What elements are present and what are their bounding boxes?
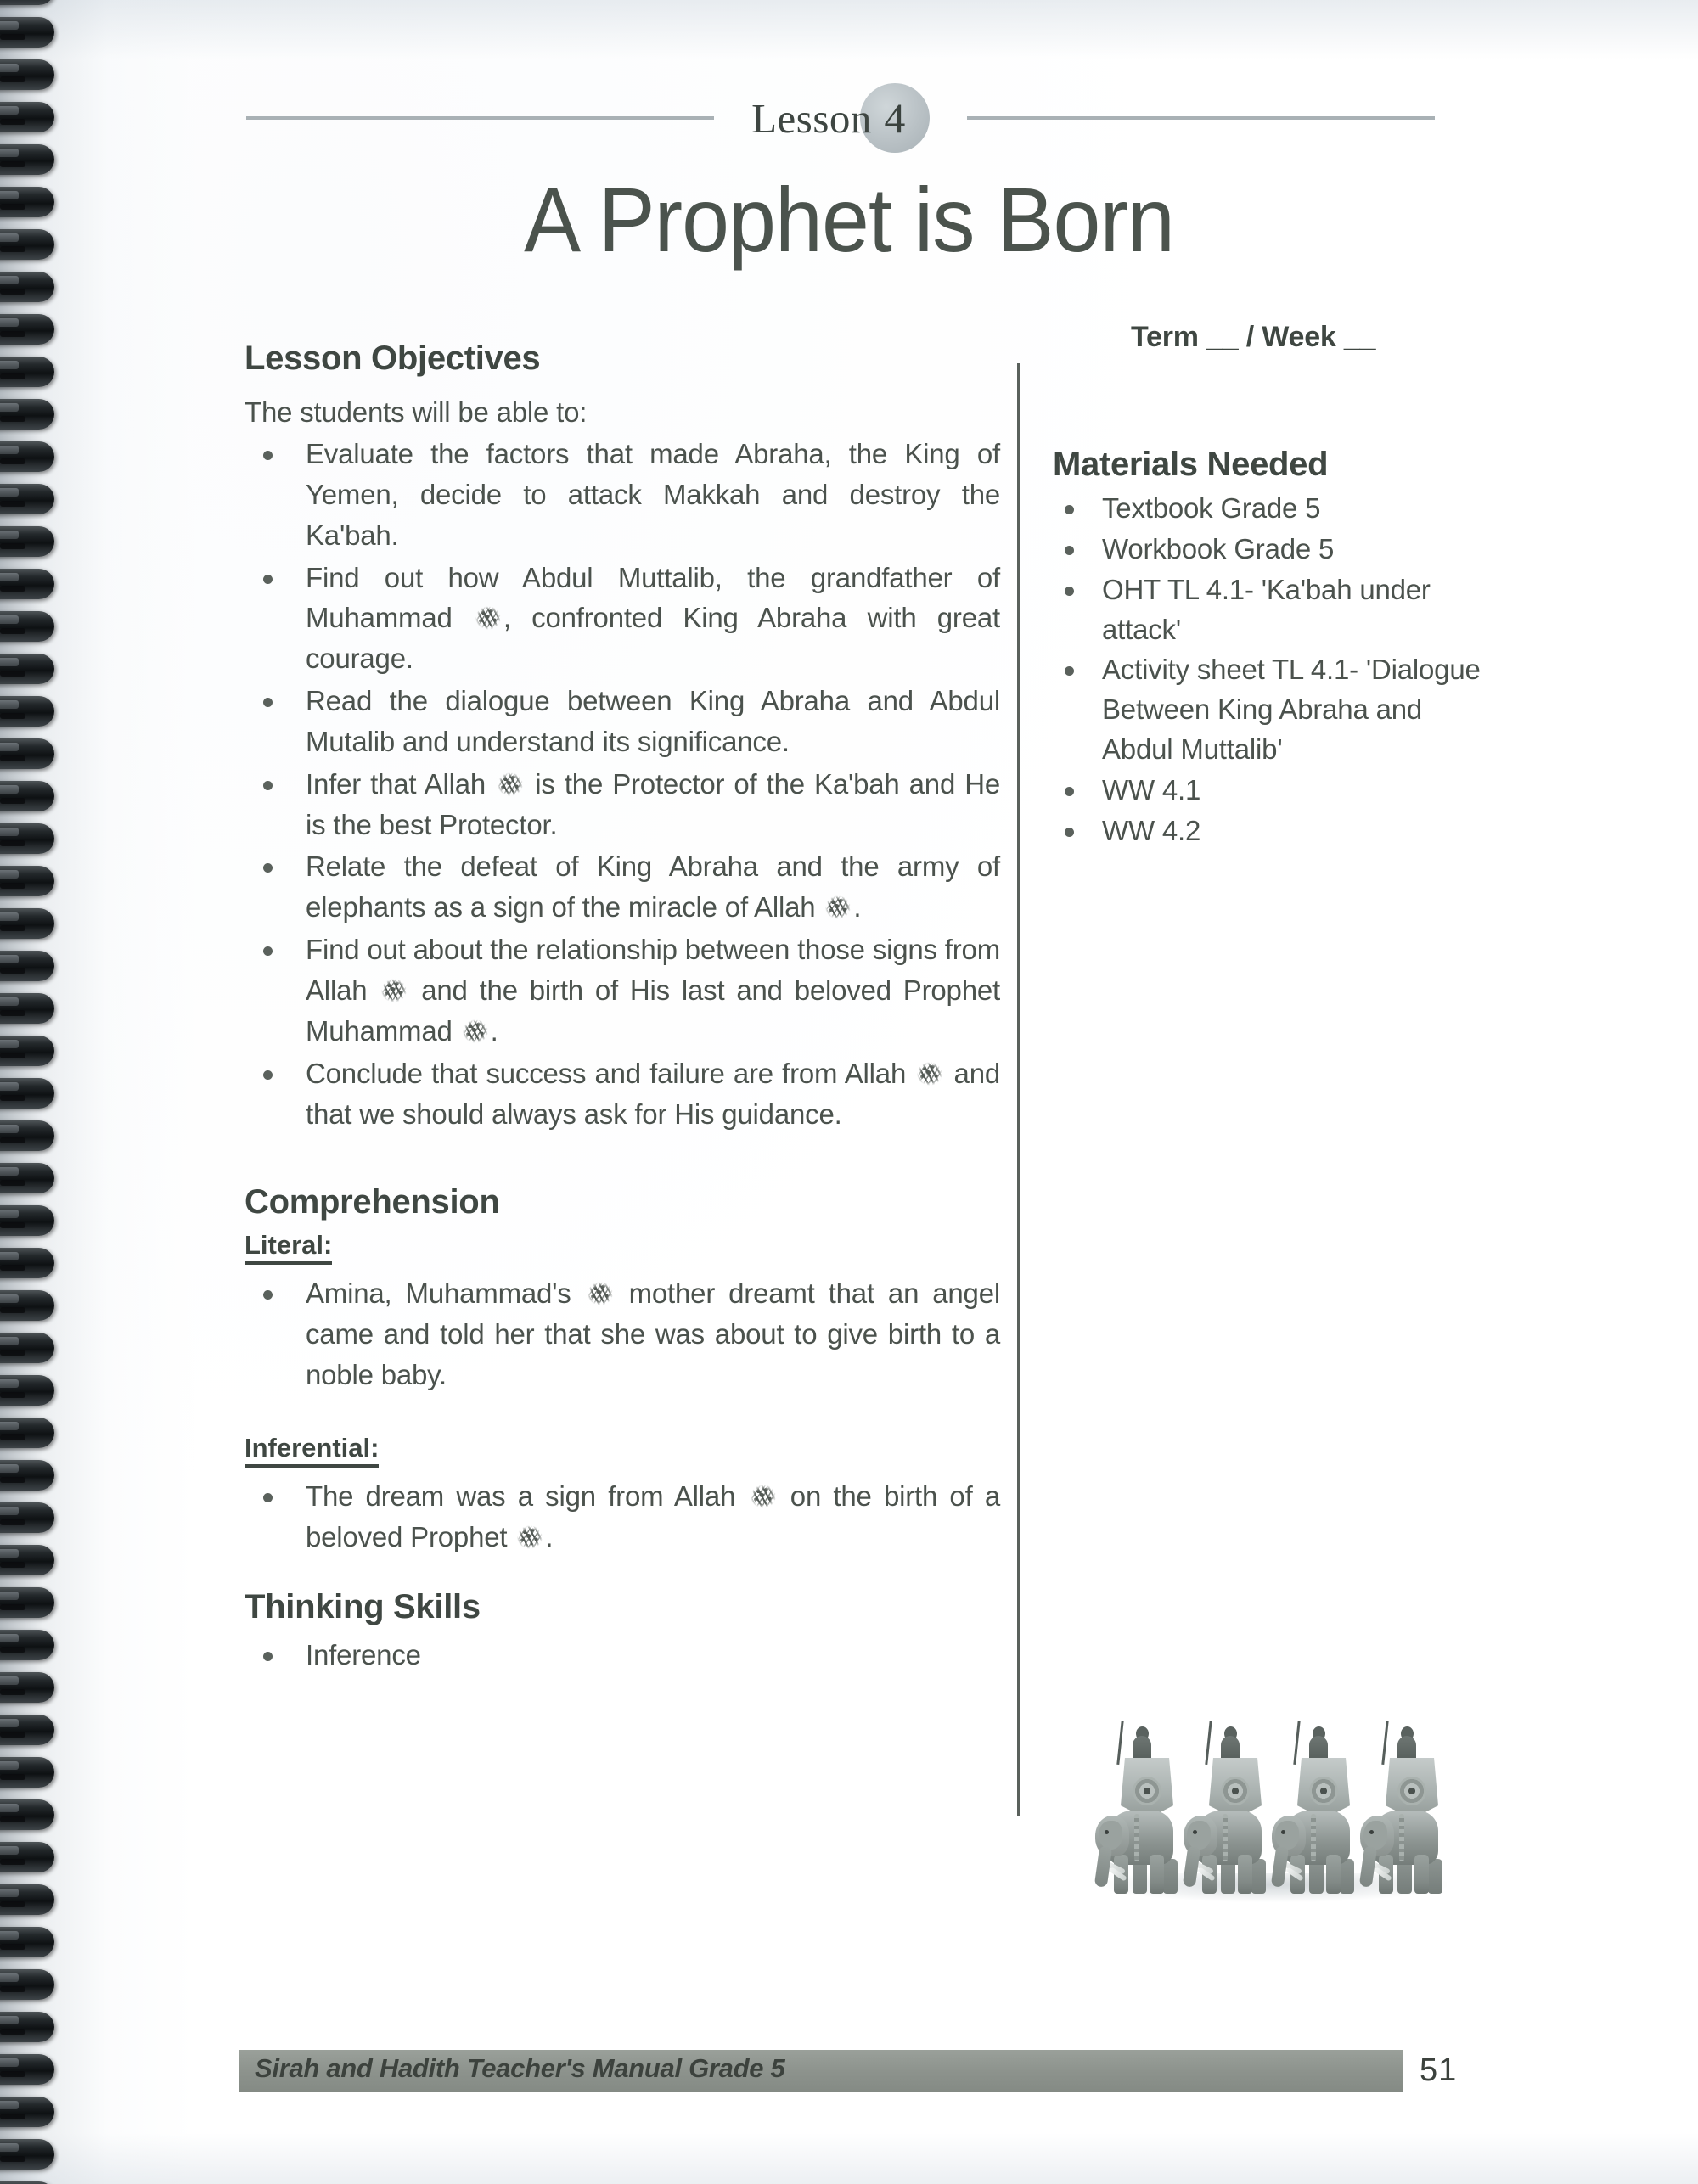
spacer [245,1559,1000,1588]
saddle-strap [1311,1814,1316,1861]
binding-ring [0,2054,54,2085]
header-rule-left [246,116,714,120]
materials-needed-list [1053,489,1494,851]
binding-ring [0,1036,54,1066]
binding-ring [0,1545,54,1575]
binding-ring [0,399,54,430]
page-title: A Prophet is Born [524,168,1174,271]
material-item: Textbook Grade 5 [1053,489,1494,529]
binding-ring [0,781,54,811]
binding-ring [0,611,54,642]
column-divider [1017,363,1020,1816]
binding-ring [0,272,54,302]
binding-ring [0,1290,54,1321]
material-item: WW 4.1 [1053,771,1494,811]
elephant-trunk [1183,1845,1201,1888]
objective-item: Relate the defeat of King Abraha and the army of elephants as a sign of the miracle of Allah . [245,846,1000,928]
elephant-eye [1369,1830,1374,1834]
binding-ring [0,1418,54,1448]
inferential-list [245,1476,1000,1558]
scan-bottom-shading [0,2133,1698,2184]
binding-ring [0,569,54,599]
war-elephants-illustration [1095,1693,1452,1906]
elephant-eye [1105,1830,1109,1834]
objectives-lead: The students will be able to: [245,396,588,428]
jalla-jalaluhu-icon [498,772,523,797]
objective-item: Infer that Allah is the Protector of the Ka'bah and He is the best Protector. [245,764,1000,845]
jalla-jalaluhu-icon [381,978,407,1003]
binding-ring [0,1884,54,1915]
scan-top-shading [0,0,1698,59]
comprehension-heading: Comprehension [245,1183,500,1221]
binding-ring [0,908,54,939]
objective-item: Read the dialogue between King Abraha and Abdul Mutalib and understand its significance. [245,681,1000,762]
literal-list [245,1273,1000,1395]
thinking-skills-list [245,1635,1000,1676]
literal-subheading-wrap [245,1230,1000,1265]
spear-icon [1381,1721,1388,1765]
jalla-jalaluhu-icon [751,1484,776,1509]
binding-ring [0,526,54,557]
binding-ring [0,866,54,896]
binding-ring [0,357,54,387]
right-column [1053,321,1494,852]
thinking-skill-item: Inference [245,1635,1000,1676]
elephant-ear [1275,1821,1299,1850]
elephant-leg [1251,1859,1266,1894]
shield-emblem [1133,1777,1161,1805]
binding-ring [0,1460,54,1491]
page-number: 51 [1420,2052,1458,2088]
jalla-jalaluhu-icon [917,1061,942,1086]
lesson-objectives-heading: Lesson Objectives [245,340,541,377]
elephant-eye [1281,1830,1285,1834]
elephant-eye [1193,1830,1197,1834]
elephant-ear [1099,1821,1122,1850]
shield-emblem [1221,1777,1250,1805]
binding-ring [0,0,54,5]
binding-ring [0,1078,54,1109]
spacer [245,1397,1000,1426]
shield-emblem [1397,1777,1426,1805]
binding-ring [0,1715,54,1745]
material-item: WW 4.2 [1053,811,1494,851]
binding-ring [0,1799,54,1830]
binding-ring [0,1630,54,1660]
binding-ring [0,1969,54,2000]
elephant-leg [1326,1855,1341,1894]
elephant-leg [1163,1859,1178,1894]
elephant-leg [1340,1859,1354,1894]
material-item: OHT TL 4.1- 'Ka'bah under attack' [1053,570,1494,650]
binding-ring [0,1163,54,1193]
binding-ring [0,441,54,472]
spear-icon [1116,1721,1123,1765]
left-column [245,340,1000,1676]
binding-ring [0,1248,54,1278]
objective-item: Conclude that success and failure are from Allah and that we should always ask for His guidance. [245,1053,1000,1135]
objective-item: Find out how Abdul Muttalib, the grandfather of Muhammad , confronted King Abraha with great courage. [245,558,1000,680]
binding-ring [0,2139,54,2170]
binding-ring [0,1927,54,1957]
lesson-label: Lesson [751,94,872,142]
inferential-subheading: Inferential: [245,1433,379,1468]
binding-ring [0,654,54,684]
binding-ring [0,1120,54,1151]
binding-ring [0,229,54,260]
sallallahu-alayhi-wasallam-icon [463,1019,488,1044]
binding-ring [0,484,54,514]
literal-item: Amina, Muhammad's mother dreamt that an angel came and told her that she was about to give birth to a noble baby. [245,1273,1000,1395]
lesson-header [246,81,1435,154]
elephant-ear [1187,1821,1211,1850]
elephant-trunk [1094,1845,1113,1888]
saddle-strap [1223,1814,1228,1861]
elephant-leg [1150,1855,1164,1894]
inferential-item: The dream was a sign from Allah on the birth of a beloved Prophet . [245,1476,1000,1558]
inferential-subheading-wrap [245,1433,1000,1468]
binding-ring [0,738,54,769]
binding-ring [0,314,54,345]
spear-icon [1205,1721,1212,1765]
elephant-ear [1363,1821,1387,1850]
footer-title: Sirah and Hadith Teacher's Manual Grade 5 [255,2053,785,2083]
lesson-number: 4 [884,94,906,142]
binding-ring [0,1333,54,1363]
shield-emblem [1309,1777,1338,1805]
binding-ring [0,59,54,90]
binding-ring [0,2012,54,2042]
sallallahu-alayhi-wasallam-icon [475,605,501,631]
binding-ring [0,696,54,727]
spiral-binding [0,0,92,2184]
binding-ring [0,1205,54,1236]
sallallahu-alayhi-wasallam-icon [588,1281,613,1306]
binding-ring [0,102,54,132]
objective-item: Find out about the relationship between those signs from Allah and the birth of His last and beloved Prophet Muhammad . [245,929,1000,1052]
war-elephant [1095,1724,1184,1894]
literal-subheading: Literal: [245,1230,332,1265]
materials-needed-heading: Materials Needed [1053,446,1329,483]
binding-ring [0,1757,54,1788]
term-week-field: Term __ / Week __ [1131,321,1376,353]
jalla-jalaluhu-icon [825,895,851,920]
objective-item: Evaluate the factors that made Abraha, the King of Yemen, decide to attack Makkah and destroy the Ka'bah. [245,434,1000,556]
elephant-leg [1414,1855,1429,1894]
saddle-strap [1399,1814,1404,1861]
binding-ring [0,144,54,175]
thinking-skills-heading: Thinking Skills [245,1587,481,1625]
binding-ring [0,1375,54,1406]
sallallahu-alayhi-wasallam-icon [517,1524,543,1550]
header-rule-right [967,116,1435,120]
material-item: Activity sheet TL 4.1- 'Dialogue Between King Abraha and Abdul Muttalib' [1053,650,1494,770]
binding-ring [0,187,54,217]
materials-needed-block [1053,446,1494,851]
spear-icon [1293,1721,1300,1765]
spacer [245,1136,1000,1183]
saddle-strap [1134,1814,1139,1861]
binding-ring [0,823,54,854]
lesson-objectives-list [245,434,1000,1134]
binding-ring [0,1587,54,1618]
elephant-leg [1428,1859,1442,1894]
war-elephant [1272,1724,1360,1894]
war-elephant [1184,1724,1272,1894]
binding-ring [0,951,54,981]
war-elephant [1360,1724,1448,1894]
material-item: Workbook Grade 5 [1053,530,1494,570]
elephant-leg [1238,1855,1252,1894]
binding-ring [0,2097,54,2127]
binding-ring [0,1502,54,1533]
binding-ring [0,993,54,1024]
elephant-trunk [1271,1845,1290,1888]
binding-ring [0,1672,54,1703]
binding-ring [0,1842,54,1872]
binding-ring [0,17,54,48]
elephant-trunk [1359,1845,1378,1888]
